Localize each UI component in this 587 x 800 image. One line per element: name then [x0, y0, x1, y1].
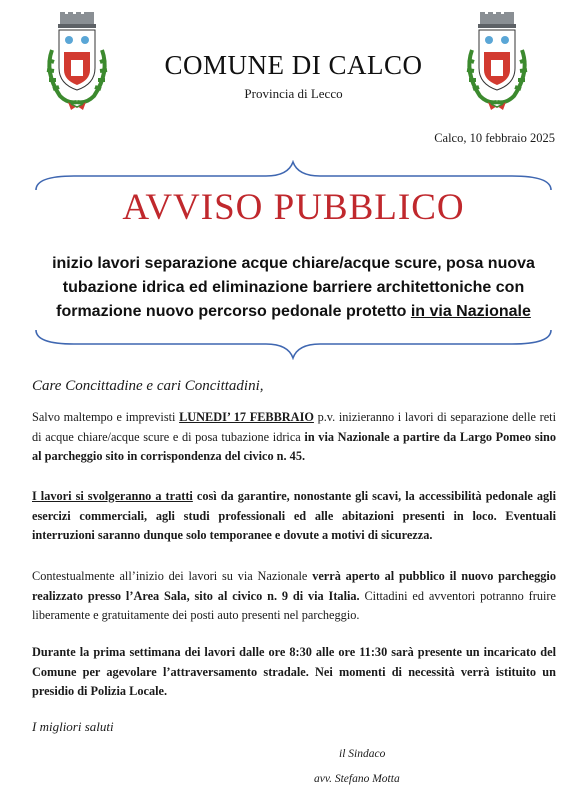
p1-location: in via Nazionale a partire da Largo Pomeo sino al parcheggio sito in corrispondenza del civico n. 45.	[32, 429, 556, 463]
p1-text-a: Salvo maltempo e imprevisti	[32, 410, 180, 424]
p1-date: LUNEDI’ 17 FEBBRAIO	[179, 410, 314, 424]
notice-subject-text: inizio lavori separazione acque chiare/acque scure, posa nuova tubazione idrica ed eliminazione barriere architettoniche con formazione nuovo percorso pedonale protetto	[52, 255, 535, 320]
notice-subject-location: in via Nazionale	[410, 303, 531, 320]
p3-text-a: Contestualmente all’inizio dei lavori su via Nazionale	[32, 569, 313, 583]
document-date: Calco, 10 febbraio 2025	[434, 131, 555, 145]
greeting: Care Concittadine e cari Concittadini,	[32, 378, 264, 394]
paragraph-start-date	[32, 408, 556, 467]
p3-parking: verrà aperto al pubblico il nuovo parcheggio realizzato presso l’Area Sala, sito al civico n. 9 di via Italia.	[32, 569, 556, 603]
notice-subject	[30, 252, 557, 324]
paragraph-new-parking	[32, 567, 556, 626]
signature-name: avv. Stefano Motta	[314, 773, 400, 785]
closing-salutation: I migliori saluti	[32, 719, 114, 734]
p2-text: così da garantire, nonostante gli scavi, la accessibilità pedonale agli esercizi commerciali, agli studi professionali ed alle abitazioni presenti in loco. Eventuali interruzioni saranno dunque solo temporanee e dovute a motivi di sicurezza.	[32, 489, 556, 542]
brace-bottom-decoration	[34, 328, 553, 360]
paragraph-works-in-sections	[32, 487, 556, 546]
notice-heading: AVVISO PUBBLICO	[122, 187, 465, 228]
p1-text-c: p.v. inizieranno i lavori di separazione delle reti di acque chiare/acque scure e di posa tubazione idrica	[32, 410, 556, 444]
paragraph-crossing-assistance: Durante la prima settimana dei lavori dalle ore 8:30 alle ore 11:30 sarà presente un incaricato del Comune per agevolare l’attraversamento stradale. Nei momenti di necessità verrà istituito un presidio di Polizia Locale.	[32, 645, 556, 698]
province-subtitle: Provincia di Lecco	[244, 86, 343, 101]
municipality-title: COMUNE DI CALCO	[164, 50, 423, 80]
p2-lead: I lavori si svolgeranno a tratti	[32, 489, 193, 503]
signature-role: il Sindaco	[339, 748, 386, 760]
p3-text-c: Cittadini ed avventori potranno fruire liberamente e gratuitamente dei posti auto presenti nel parcheggio.	[32, 588, 556, 622]
